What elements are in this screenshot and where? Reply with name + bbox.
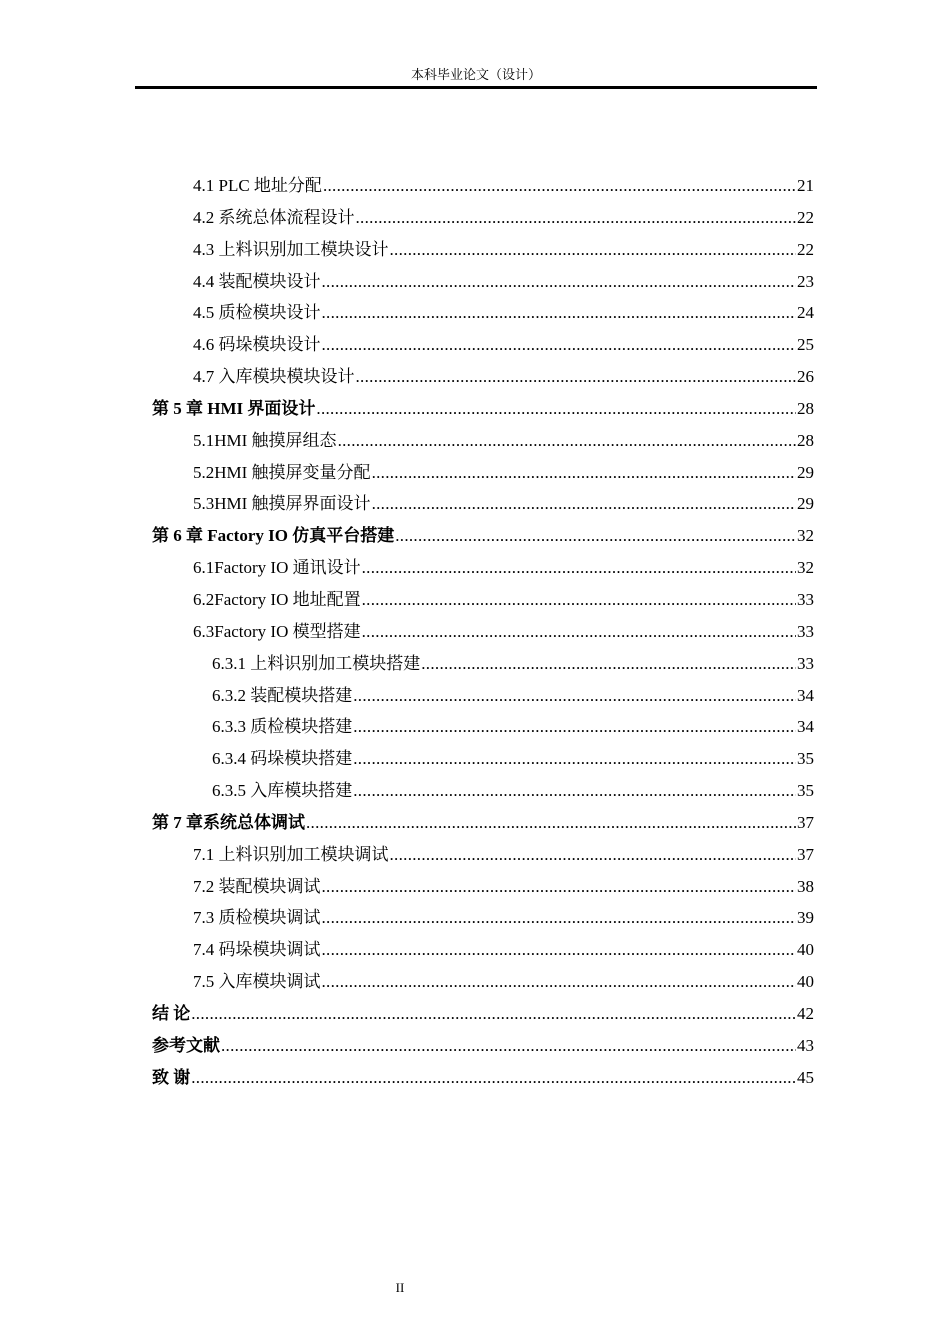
toc-dot-leader [322,934,797,966]
toc-dot-leader [338,425,796,457]
toc-entry[interactable] [152,584,814,616]
toc-entry-label: 4.3 上料识别加工模块设计 [193,239,389,259]
toc-entry-page: 29 [797,494,814,514]
toc-entry-page: 21 [797,176,814,195]
toc-dot-leader [306,807,796,839]
toc-entry[interactable] [152,457,814,489]
toc-entry-page: 39 [797,908,814,928]
toc-entry[interactable] [152,743,814,775]
toc-entry-page: 38 [797,876,814,896]
toc-entry-label: 第 6 章 Factory IO 仿真平台搭建 [152,526,395,546]
header-rule [135,86,817,89]
toc-entry[interactable] [152,775,814,807]
toc-entry-page: 22 [797,239,814,259]
toc-entry-page: 33 [797,589,814,609]
toc-entry-page: 45 [797,1067,814,1087]
toc-entry-page: 43 [797,1035,814,1055]
toc-entry[interactable] [152,361,814,393]
toc-entry[interactable] [152,934,814,966]
toc-entry-label: 4.6 码垛模块设计 [193,335,321,355]
table-of-contents [152,170,814,1093]
toc-entry[interactable] [152,839,814,871]
toc-dot-leader [221,1030,796,1062]
toc-entry-label: 4.1 PLC 地址分配 [193,176,322,195]
toc-entry-label: 5.3HMI 触摸屏界面设计 [193,494,371,514]
toc-entry-label: 4.2 系统总体流程设计 [193,207,355,227]
toc-entry-page: 22 [797,207,814,227]
toc-entry-page: 35 [797,749,814,769]
toc-dot-leader [372,457,796,489]
toc-entry-page: 28 [797,398,814,418]
toc-entry-label: 6.3.1 上料识别加工模块搭建 [212,653,421,673]
toc-entry-page: 25 [797,335,814,355]
toc-entry-page: 23 [797,271,814,291]
toc-entry-page: 34 [797,717,814,737]
toc-entry-label: 结 论 [152,1003,191,1023]
toc-entry-label: 参考文献 [152,1035,220,1055]
toc-entry-label: 5.1HMI 触摸屏组态 [193,430,337,450]
toc-entry-page: 26 [797,367,814,387]
toc-entry[interactable] [152,297,814,329]
toc-entry-page: 40 [797,940,814,960]
toc-entry-label: 4.7 入库模块模块设计 [193,367,355,387]
toc-dot-leader [353,775,796,807]
toc-dot-leader [191,1062,796,1094]
toc-dot-leader [322,902,797,934]
toc-entry-label: 5.2HMI 触摸屏变量分配 [193,462,371,482]
toc-entry[interactable] [152,520,814,552]
toc-entry-label: 7.4 码垛模块调试 [193,940,321,960]
toc-entry[interactable] [152,488,814,520]
toc-entry[interactable] [152,998,814,1030]
toc-entry-label: 第 7 章系统总体调试 [152,812,305,832]
page-header: 本科毕业论文（设计） [410,67,541,82]
toc-entry-page: 40 [797,972,814,992]
toc-dot-leader [191,998,796,1030]
toc-entry-label: 7.5 入库模块调试 [193,972,321,992]
toc-entry-page: 33 [797,621,814,641]
toc-entry-page: 33 [797,653,814,673]
toc-entry-label: 4.4 装配模块设计 [193,271,321,291]
toc-dot-leader [353,711,796,743]
toc-entry-label: 6.3Factory IO 模型搭建 [193,621,361,641]
toc-entry-page: 32 [797,526,814,546]
toc-dot-leader [353,743,796,775]
toc-dot-leader [322,266,797,298]
toc-entry-page: 37 [797,812,814,832]
toc-entry[interactable] [152,552,814,584]
toc-entry-label: 7.1 上料识别加工模块调试 [193,844,389,864]
toc-dot-leader [353,680,796,712]
toc-dot-leader [322,329,797,361]
toc-dot-leader [362,552,796,584]
toc-entry-page: 34 [797,685,814,705]
toc-entry[interactable] [152,966,814,998]
toc-entry[interactable] [152,170,814,202]
toc-dot-leader [323,170,796,202]
toc-entry[interactable] [152,329,814,361]
toc-entry-page: 29 [797,462,814,482]
toc-dot-leader [372,488,796,520]
toc-dot-leader [316,393,796,425]
toc-entry-label: 4.5 质检模块设计 [193,303,321,323]
toc-dot-leader [356,202,797,234]
toc-entry[interactable] [152,680,814,712]
toc-entry[interactable] [152,425,814,457]
toc-entry[interactable] [152,902,814,934]
toc-entry-page: 42 [797,1003,814,1023]
toc-entry-label: 第 5 章 HMI 界面设计 [152,398,316,418]
toc-entry[interactable] [152,393,814,425]
toc-dot-leader [362,584,796,616]
toc-entry-page: 35 [797,781,814,801]
toc-entry[interactable] [152,648,814,680]
toc-dot-leader [322,966,797,998]
toc-dot-leader [390,839,797,871]
toc-entry[interactable] [152,1062,814,1094]
toc-entry-page: 37 [797,844,814,864]
toc-entry[interactable] [152,711,814,743]
toc-dot-leader [356,361,797,393]
toc-entry[interactable] [152,266,814,298]
toc-dot-leader [421,648,796,680]
toc-dot-leader [322,871,797,903]
toc-entry-page: 28 [797,430,814,450]
toc-entry-label: 7.3 质检模块调试 [193,908,321,928]
toc-entry-page: 32 [797,558,814,578]
toc-entry[interactable] [152,616,814,648]
toc-entry-label: 6.3.5 入库模块搭建 [212,781,353,801]
toc-entry-page: 24 [797,303,814,323]
toc-dot-leader [395,520,796,552]
toc-entry-label: 6.1Factory IO 通讯设计 [193,558,361,578]
toc-entry-label: 7.2 装配模块调试 [193,876,321,896]
toc-entry[interactable] [152,807,814,839]
toc-dot-leader [322,297,797,329]
toc-entry[interactable] [152,871,814,903]
toc-dot-leader [362,616,796,648]
toc-entry[interactable] [152,1030,814,1062]
toc-entry-label: 致 谢 [152,1067,191,1087]
toc-entry[interactable] [152,234,814,266]
toc-entry[interactable] [152,202,814,234]
toc-entry-label: 6.3.2 装配模块搭建 [212,685,353,705]
toc-entry-label: 6.3.4 码垛模块搭建 [212,749,353,769]
toc-entry-label: 6.2Factory IO 地址配置 [193,589,361,609]
toc-entry-label: 6.3.3 质检模块搭建 [212,717,353,737]
page-number: II [395,1280,405,1295]
toc-dot-leader [390,234,797,266]
